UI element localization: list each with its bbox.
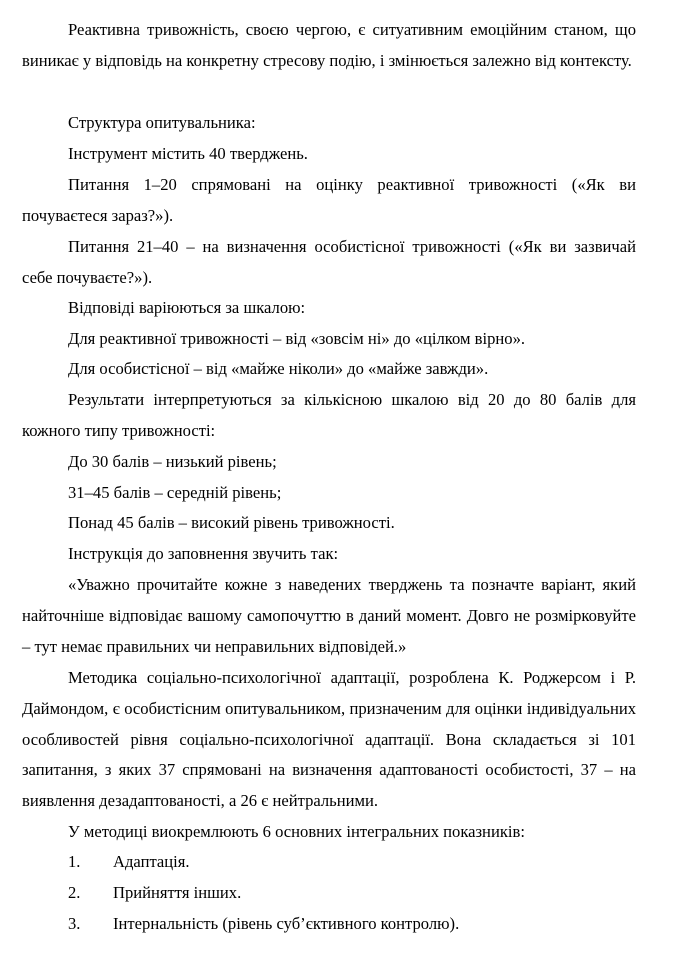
- list-item-text: Прийняття інших.: [113, 883, 242, 902]
- paragraph-results-interpretation: Результати інтерпретуються за кількісною шкалою від 20 до 80 балів для кожного типу тривожності:: [22, 390, 636, 440]
- list-item: [68, 909, 459, 940]
- paragraph-level-medium: 31–45 балів – середній рівень;: [68, 483, 282, 502]
- paragraph-reactive-scale: Для реактивної тривожності – від «зовсім ні» до «цілком вірно».: [68, 329, 526, 348]
- paragraph-personal-scale: Для особистісної – від «майже ніколи» до «майже завжди».: [68, 359, 489, 378]
- list-item-number: 2.: [68, 883, 81, 902]
- paragraph-reactive-anxiety: Реактивна тривожність, своєю чергою, є ситуативним емоційним станом, що виникає у відповідь на конкретну стресову подію, і змінюється залежно від контексту.: [22, 20, 636, 70]
- list-item-text: Адаптація.: [113, 852, 190, 871]
- list-item: [68, 878, 241, 909]
- paragraph-level-low: До 30 балів – низький рівень;: [68, 452, 277, 471]
- list-item-text: Інтернальність (рівень суб’єктивного контролю).: [113, 914, 460, 933]
- paragraph-integral-indicators: У методиці виокремлюють 6 основних інтегральних показників:: [68, 822, 525, 841]
- paragraph-questions-21-40: Питання 21–40 – на визначення особистісної тривожності («Як ви зазвичай себе почуваєте?»).: [22, 237, 636, 287]
- paragraph-instruction-quote: «Уважно прочитайте кожне з наведених тверджень та позначте варіант, який найточніше відповідає вашому самопочуттю в даний момент. Довго не розмірковуйте – тут немає правильних чи неправильних відповідей.»: [22, 575, 636, 656]
- list-item-number: 1.: [68, 852, 81, 871]
- paragraph-answers-scale: Відповіді варіюються за шкалою:: [68, 298, 306, 317]
- paragraph-structure-heading: Структура опитувальника:: [68, 113, 256, 132]
- paragraph-instrument-count: Інструмент містить 40 тверджень.: [68, 144, 308, 163]
- list-item: [68, 847, 190, 878]
- paragraph-questions-1-20: Питання 1–20 спрямовані на оцінку реактивної тривожності («Як ви почуваєтеся зараз?»).: [22, 175, 636, 225]
- paragraph-instruction-heading: Інструкція до заповнення звучить так:: [68, 544, 339, 563]
- list-item-number: 3.: [68, 914, 81, 933]
- paragraph-level-high: Понад 45 балів – високий рівень тривожності.: [68, 513, 395, 532]
- paragraph-adaptation-method: Методика соціально-психологічної адаптації, розроблена К. Роджерсом і Р. Даймондом, є особистісним опитувальником, призначеним для оцінки індивідуальних особливостей рівня соціально-психологічної адаптації. Вона складається зі 101 запитання, з яких 37 спрямовані на визначення адаптованості особистості, 37 – на виявлення дезадаптованості, а 26 є нейтральними.: [22, 668, 636, 811]
